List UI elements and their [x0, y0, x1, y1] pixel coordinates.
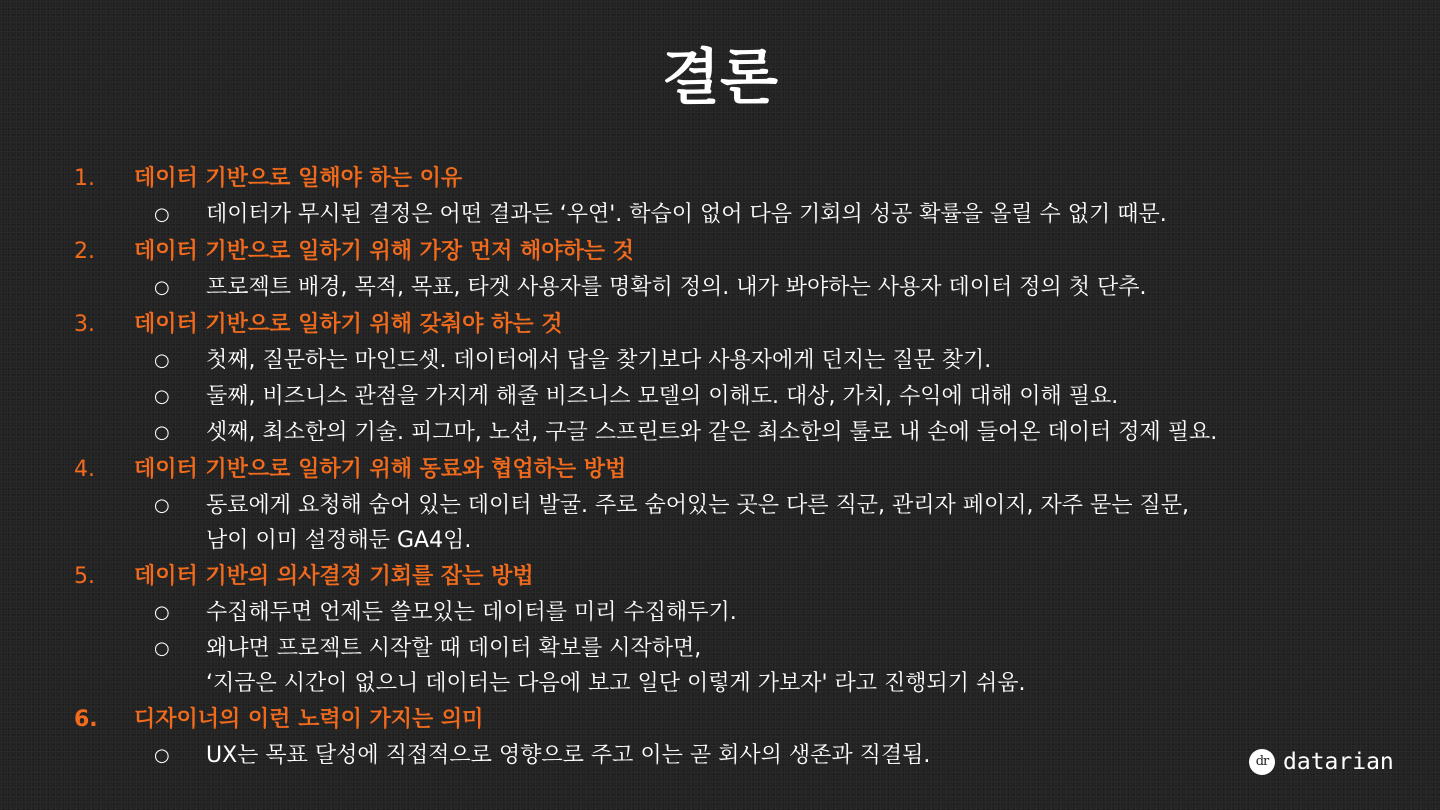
section-heading	[0, 451, 1440, 488]
bullet-item	[0, 595, 1440, 631]
section-number: 4.	[74, 457, 95, 482]
section-heading-text: 데이터 기반으로 일하기 위해 가장 먼저 해야하는 것	[134, 239, 634, 264]
bullet-item	[0, 524, 1440, 558]
bullet-circle-icon: ○	[154, 350, 170, 371]
bullet-item	[0, 631, 1440, 667]
section-number: 3.	[74, 312, 95, 337]
datarian-logo	[1249, 746, 1394, 778]
section-number: 5.	[74, 564, 95, 589]
section-heading	[0, 306, 1440, 343]
bullet-item	[0, 667, 1440, 701]
slide-title: 결론	[662, 43, 778, 113]
bullet-text: 첫째, 질문하는 마인드셋. 데이터에서 답을 찾기보다 사용자에게 던지는 질문 찾기.	[206, 348, 992, 373]
bullet-text: ‘지금은 시간이 없으니 데이터는 다음에 보고 일단 이렇게 가보자' 라고 진행되기 쉬움.	[206, 671, 1026, 696]
bullet-text: 동료에게 요청해 숨어 있는 데이터 발굴. 주로 숨어있는 곳은 다른 직군, 관리자 페이지, 자주 묻는 질문,	[206, 493, 1189, 518]
bullet-item	[0, 738, 1440, 774]
bullet-item	[0, 270, 1440, 306]
bullet-circle-icon: ○	[154, 204, 170, 225]
bullet-item	[0, 415, 1440, 451]
bullet-circle-icon: ○	[154, 638, 170, 659]
bullet-item	[0, 343, 1440, 379]
section-heading	[0, 558, 1440, 595]
bullet-circle-icon: ○	[154, 745, 170, 766]
bullet-circle-icon: ○	[154, 386, 170, 407]
conclusion-list	[0, 160, 1440, 774]
section-heading-text: 디자이너의 이런 노력이 가지는 의미	[134, 707, 484, 732]
bullet-text: 셋째, 최소한의 기술. 피그마, 노션, 구글 스프린트와 같은 최소한의 툴로 내 손에 들어온 데이터 정제 필요.	[206, 420, 1218, 445]
section-number: 6.	[74, 707, 98, 732]
bullet-text: UX는 목표 달성에 직접적으로 영향으로 주고 이는 곧 회사의 생존과 직결됨.	[206, 743, 931, 768]
section-heading	[0, 701, 1440, 738]
bullet-text: 수집해두면 언제든 쓸모있는 데이터를 미리 수집해두기.	[206, 600, 737, 625]
section-heading	[0, 160, 1440, 197]
section-heading-text: 데이터 기반으로 일하기 위해 동료와 협업하는 방법	[134, 457, 627, 482]
bullet-text: 데이터가 무시된 결정은 어떤 결과든 ‘우연'. 학습이 없어 다음 기회의 성공 확률을 올릴 수 없기 때문.	[206, 202, 1167, 227]
section-number: 2.	[74, 239, 95, 264]
bullet-circle-icon: ○	[154, 277, 170, 298]
datarian-logo-icon: dr	[1249, 749, 1275, 775]
section-number: 1.	[74, 166, 95, 191]
section-heading-text: 데이터 기반의 의사결정 기회를 잡는 방법	[134, 564, 534, 589]
bullet-text: 남이 이미 설정해둔 GA4임.	[206, 528, 472, 553]
bullet-text: 왜냐면 프로젝트 시작할 때 데이터 확보를 시작하면,	[206, 636, 702, 661]
bullet-circle-icon: ○	[154, 422, 170, 443]
section-heading	[0, 233, 1440, 270]
bullet-item	[0, 488, 1440, 524]
bullet-item	[0, 197, 1440, 233]
bullet-item	[0, 379, 1440, 415]
bullet-text: 프로젝트 배경, 목적, 목표, 타겟 사용자를 명확히 정의. 내가 봐야하는 사용자 데이터 정의 첫 단추.	[206, 275, 1147, 300]
bullet-text: 둘째, 비즈니스 관점을 가지게 해줄 비즈니스 모델의 이해도. 대상, 가치, 수익에 대해 이해 필요.	[206, 384, 1119, 409]
bullet-circle-icon: ○	[154, 602, 170, 623]
logo-text: datarian	[1283, 749, 1394, 775]
section-heading-text: 데이터 기반으로 일하기 위해 갖춰야 하는 것	[134, 312, 563, 337]
bullet-circle-icon: ○	[154, 495, 170, 516]
section-heading-text: 데이터 기반으로 일해야 하는 이유	[134, 166, 463, 191]
